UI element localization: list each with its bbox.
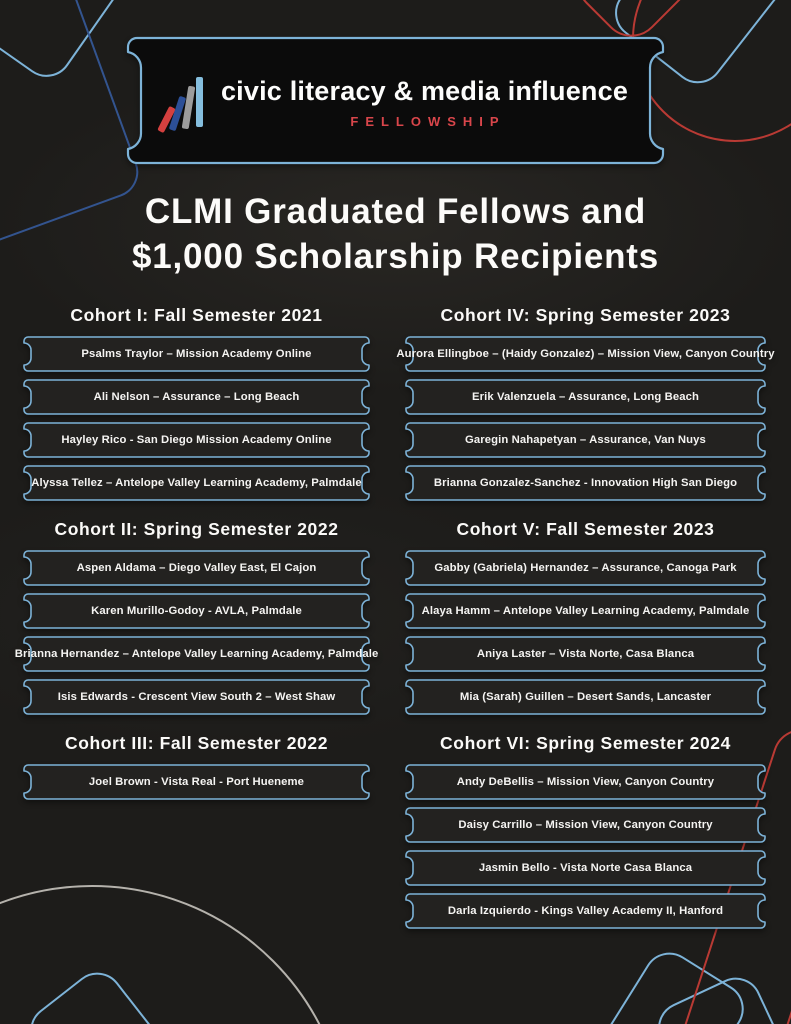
fellow-list <box>14 551 379 714</box>
cohort-section <box>396 304 775 500</box>
fellow-entry-label: Aurora Ellingboe – (Haidy Gonzalez) – Mission View, Canyon Country <box>396 347 775 360</box>
fellow-entry-label: Psalms Traylor – Mission Academy Online <box>81 347 312 360</box>
cohort-heading: Cohort II: Spring Semester 2022 <box>54 518 339 539</box>
cohort-section <box>406 519 765 714</box>
fellow-entry-box <box>24 423 369 457</box>
fellow-entry-label: Brianna Gonzalez-Sanchez - Innovation High San Diego <box>433 476 738 489</box>
cohort-heading: Cohort III: Fall Semester 2022 <box>64 732 329 753</box>
fellow-entry-box <box>406 466 765 500</box>
brand-subtitle: FELLOWSHIP <box>350 114 506 129</box>
fellow-list <box>396 337 775 500</box>
fellow-entry-box <box>406 894 765 928</box>
cohort-heading: Cohort I: Fall Semester 2021 <box>70 304 323 325</box>
fellow-entry-label: Aniya Laster – Vista Norte, Casa Blanca <box>476 647 695 660</box>
fellow-entry-label: Alaya Hamm – Antelope Valley Learning Academy, Palmdale <box>421 604 750 617</box>
fellow-entry-box <box>14 637 379 671</box>
fellow-entry-label: Ali Nelson – Assurance – Long Beach <box>93 390 300 403</box>
cohort-section <box>24 733 369 799</box>
fellow-entry-box <box>24 765 369 799</box>
fellow-entry-label: Hayley Rico - San Diego Mission Academy Online <box>61 433 332 446</box>
fellow-entry-label: Karen Murillo-Godoy - AVLA, Palmdale <box>91 604 302 617</box>
fellow-entry-label: Mia (Sarah) Guillen – Desert Sands, Lancaster <box>459 690 712 703</box>
fellow-entry-label: Gabby (Gabriela) Hernandez – Assurance, Canoga Park <box>434 561 737 574</box>
fellow-entry-box <box>24 380 369 414</box>
fellow-entry-box <box>406 551 765 585</box>
fellow-entry-label: Erik Valenzuela – Assurance, Long Beach <box>472 390 699 403</box>
cohort-section <box>406 733 765 928</box>
fellow-entry-box <box>406 423 765 457</box>
fellow-entry-label: Darla Izquierdo - Kings Valley Academy II, Hanford <box>447 904 724 917</box>
fellow-list <box>406 765 765 928</box>
fellow-entry-box <box>24 337 369 371</box>
fellow-entry-box <box>396 337 775 371</box>
fellow-entry-box <box>406 851 765 885</box>
fellow-entry-label: Alyssa Tellez – Antelope Valley Learning Academy, Palmdale <box>31 476 362 489</box>
deco-rounded-rect-bottom-right-1 <box>579 943 753 1024</box>
fellow-entry-label: Brianna Hernandez – Antelope Valley Learning Academy, Palmdale <box>14 647 379 660</box>
fellow-entry-box <box>406 765 765 799</box>
fellow-entry-box <box>406 380 765 414</box>
page-title-line1: CLMI Graduated Fellows and <box>144 192 647 231</box>
fellow-entry-box <box>24 466 369 500</box>
fellow-list <box>24 337 369 500</box>
fellow-entry-label: Joel Brown - Vista Real - Port Hueneme <box>88 775 305 788</box>
cohort-heading: Cohort V: Fall Semester 2023 <box>456 518 715 539</box>
page-title-line2: $1,000 Scholarship Recipients <box>131 236 660 276</box>
fellow-entry-box <box>24 594 369 628</box>
fellow-entry-label: Daisy Carrillo – Mission View, Canyon Country <box>458 818 713 831</box>
fellow-entry-box <box>406 594 765 628</box>
fellow-entry-box <box>406 637 765 671</box>
cohort-heading: Cohort IV: Spring Semester 2023 <box>440 304 731 325</box>
fellow-entry-box <box>24 680 369 714</box>
fellow-entry-label: Jasmin Bello - Vista Norte Casa Blanca <box>478 861 693 874</box>
column-right <box>396 304 775 947</box>
fellow-entry-label: Aspen Aldama – Diego Valley East, El Cajon <box>76 561 317 574</box>
fellow-entry-box <box>24 551 369 585</box>
logo-plate <box>128 38 663 163</box>
deco-rounded-rect-bottom-left <box>20 962 184 1024</box>
fellow-entry-box <box>406 808 765 842</box>
fellow-list <box>406 551 765 714</box>
cohort-columns <box>0 305 791 947</box>
fellow-entry-label: Garegin Nahapetyan – Assurance, Van Nuys <box>465 433 706 446</box>
brand-name: civic literacy & media influence <box>220 76 629 106</box>
deco-rounded-rect-bottom-right-2 <box>650 969 791 1024</box>
page-title <box>0 190 791 280</box>
cohort-section <box>24 305 369 500</box>
column-left <box>14 304 379 947</box>
rising-bars-icon <box>163 74 203 134</box>
fellow-entry-label: Isis Edwards - Crescent View South 2 – West Shaw <box>57 690 336 703</box>
fellow-entry-label: Andy DeBellis – Mission View, Canyon Country <box>456 775 715 788</box>
fellow-entry-box <box>406 680 765 714</box>
cohort-section <box>14 518 379 714</box>
fellow-list <box>24 765 369 799</box>
cohort-heading: Cohort VI: Spring Semester 2024 <box>440 732 731 753</box>
